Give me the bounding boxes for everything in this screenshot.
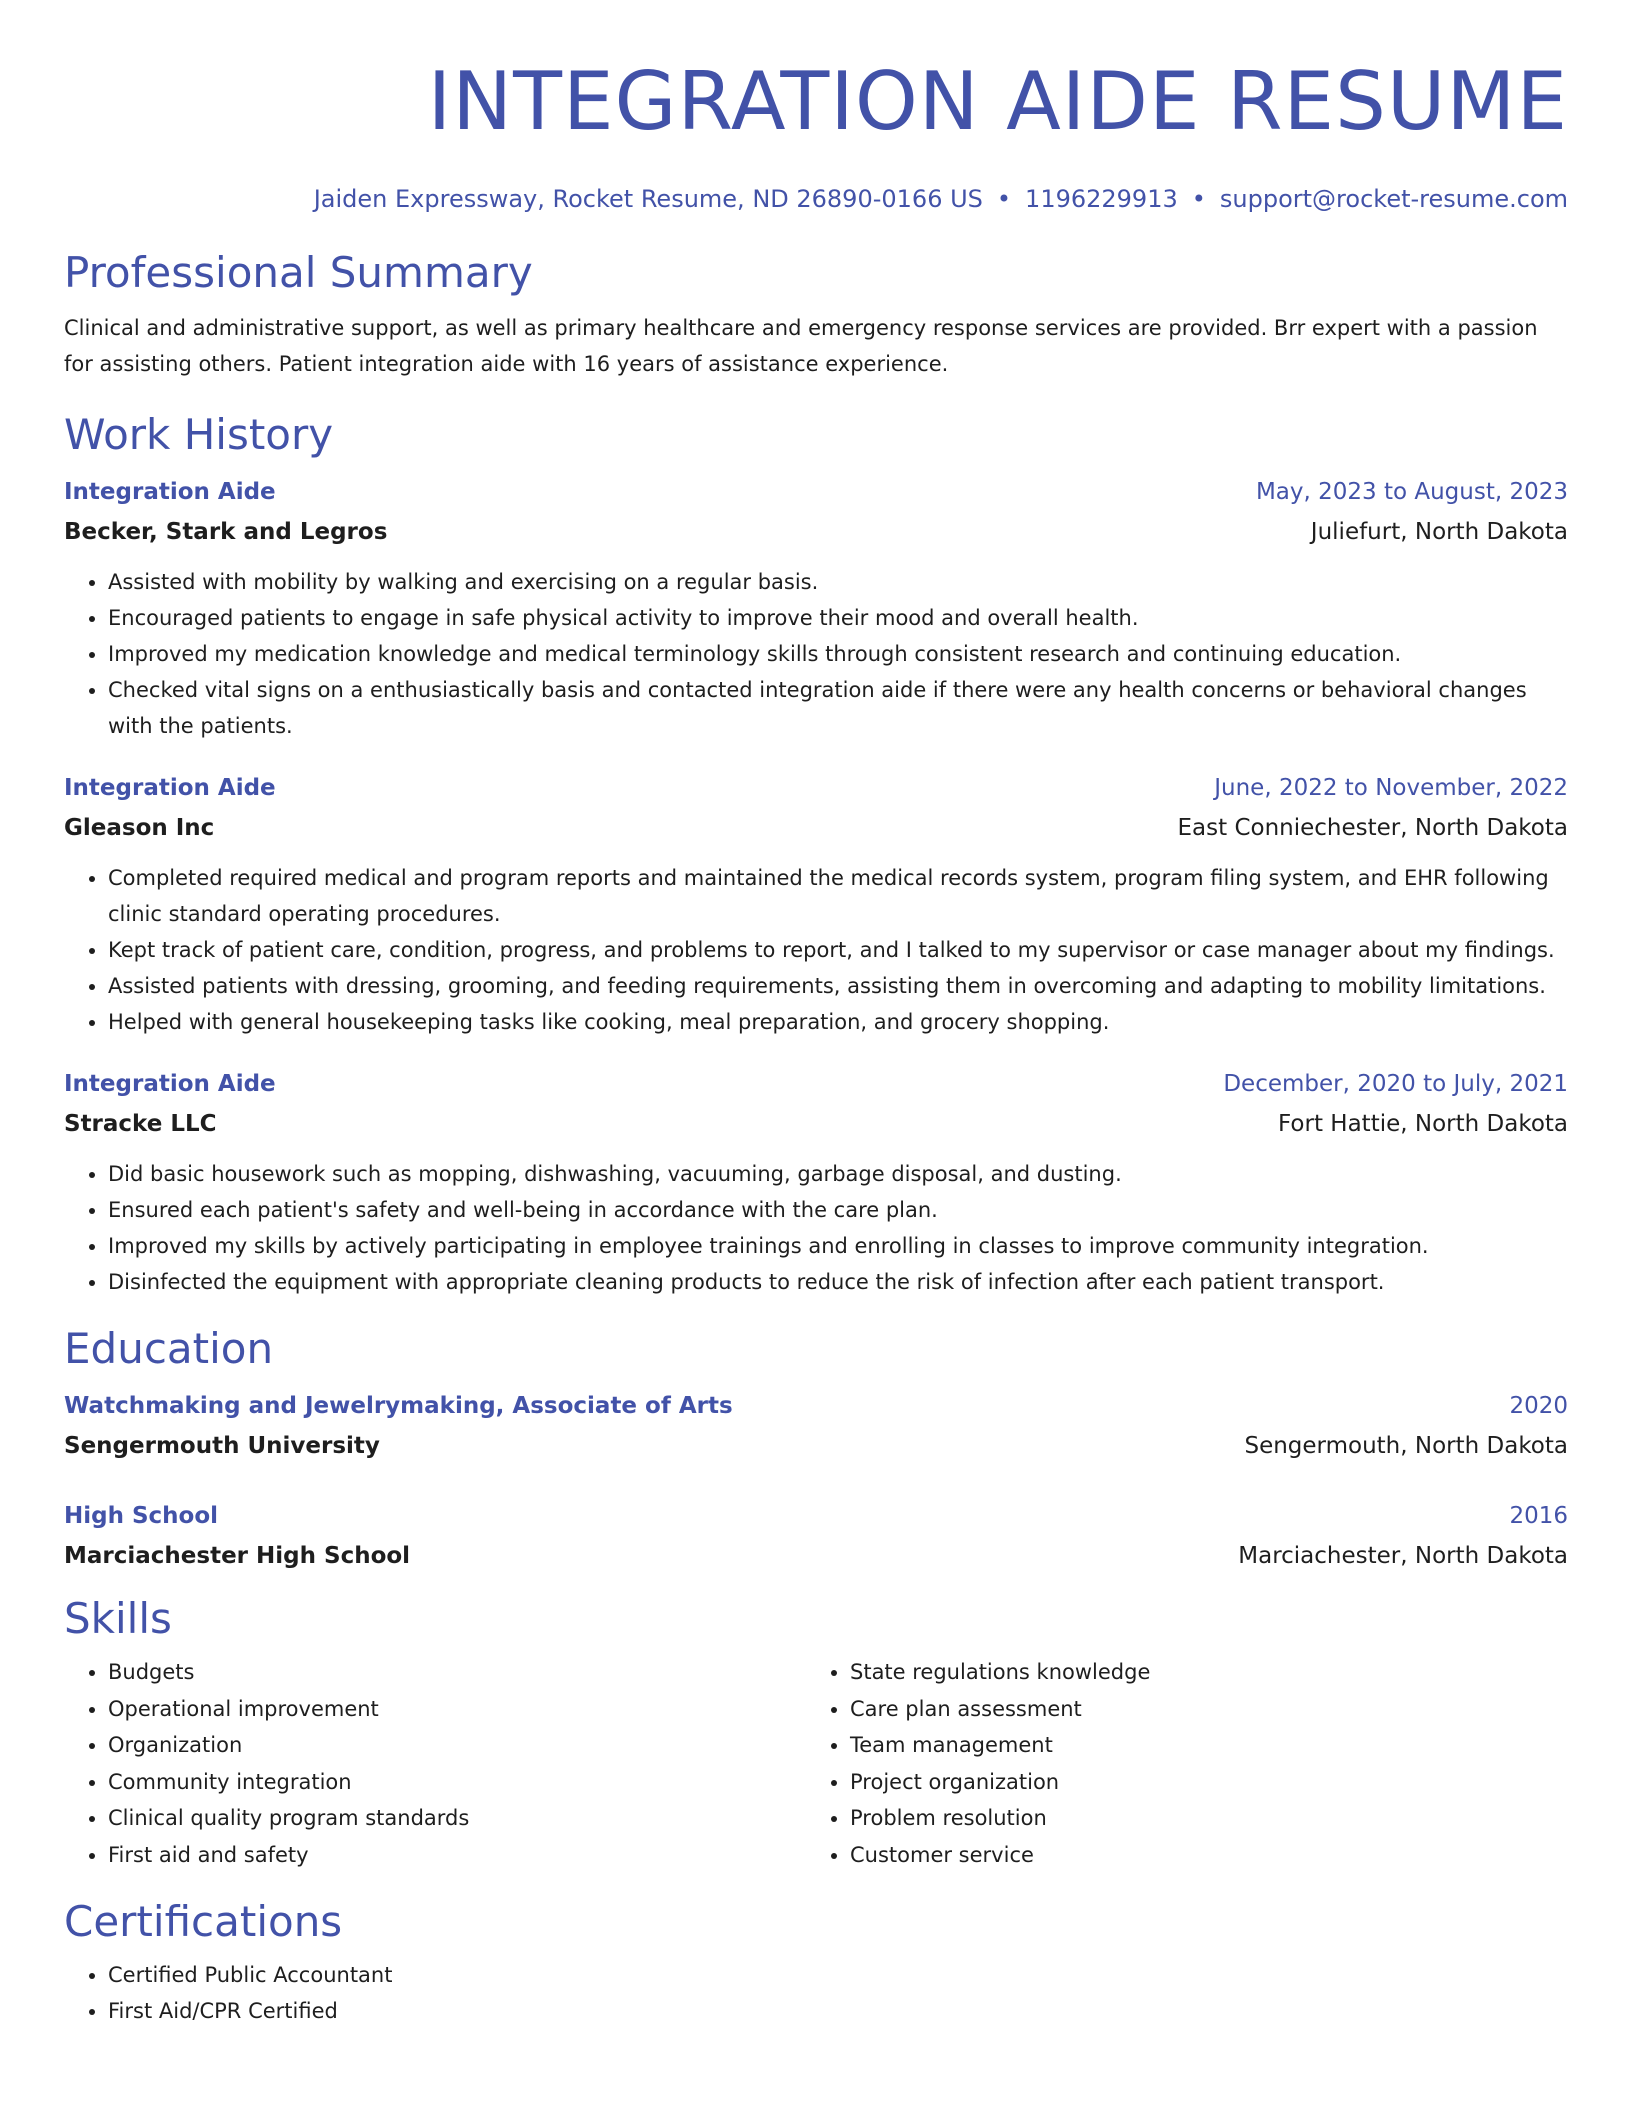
job-bullet: • Kept track of patient care, condition, progress, and problems to report, and I talked to my supervisor or case manager about my findings. [108,932,1568,968]
job-title: Integration Aide [64,479,276,505]
resume-title: INTEGRATION AIDE RESUME [427,55,1568,148]
skill-item: • Problem resolution [850,1800,1548,1837]
job-location: Juliefurt, North Dakota [1310,519,1568,545]
job-title: Integration Aide [64,775,276,801]
skill-item: • Team management [850,1727,1548,1764]
job-location: Fort Hattie, North Dakota [1278,1111,1568,1137]
job-entry [64,1064,1568,1300]
education-degree: High School [64,1503,219,1529]
work-history-section [64,408,1568,1300]
job-bullet: • Assisted patients with dressing, grooming, and feeding requirements, assisting them in overcoming and adapting to mobility limitations. [108,968,1568,1004]
section-heading-summary: Professional Summary [64,248,533,297]
skill-item: • Clinical quality program standards [108,1800,806,1837]
job-title: Integration Aide [64,1071,276,1097]
certifications-section [64,1895,1568,2029]
job-dates: June, 2022 to November, 2022 [1214,775,1568,801]
certification-item: • Certified Public Accountant [108,1957,1568,1993]
skills-column-right [806,1654,1548,1873]
job-location: East Conniechester, North Dakota [1177,815,1568,841]
job-bullet: • Assisted with mobility by walking and exercising on a regular basis. [108,564,1568,600]
skill-item: • Customer service [850,1837,1548,1874]
job-company: Becker, Stark and Legros [64,519,388,545]
job-bullet: • Encouraged patients to engage in safe physical activity to improve their mood and overall health. [108,600,1568,636]
skill-item: • Project organization [850,1764,1548,1801]
job-bullet: • Disinfected the equipment with appropriate cleaning products to reduce the risk of infection after each patient transport. [108,1264,1568,1300]
skill-item: • Budgets [108,1654,806,1691]
contact-separator: • [996,185,1012,213]
contact-address: Jaiden Expressway, Rocket Resume, ND 26890-0166 US [313,185,983,213]
skill-item: • Organization [108,1727,806,1764]
job-bullet: • Improved my medication knowledge and medical terminology skills through consistent research and continuing education. [108,636,1568,672]
job-bullets [64,564,1568,744]
contact-email[interactable]: support@rocket-resume.com [1219,185,1568,213]
skill-item: • Care plan assessment [850,1691,1548,1728]
section-heading-work-history: Work History [64,410,334,459]
job-bullets [64,860,1568,1040]
education-year: 2016 [1509,1503,1568,1529]
job-company: Stracke LLC [64,1111,217,1137]
contact-separator: • [1191,185,1206,213]
contact-phone: 1196229913 [1025,185,1178,213]
section-heading-skills: Skills [64,1594,172,1643]
job-company: Gleason Inc [64,815,215,841]
job-dates: December, 2020 to July, 2021 [1223,1071,1568,1097]
education-school: Marciachester High School [64,1543,411,1569]
summary-text: Clinical and administrative support, as well as primary healthcare and emergency response services are provided. Brr expert with a passion for assisting others. Patient integration aide with 16 years of assistance experience. [64,316,1538,376]
skill-item: • State regulations knowledge [850,1654,1548,1691]
certification-item: • First Aid/CPR Certified [108,1993,1568,2029]
education-entry [64,1386,1568,1466]
job-bullet: • Completed required medical and program reports and maintained the medical records system, program filing system, and EHR following clinic standard operating procedures. [108,860,1568,932]
section-heading-certifications: Certifications [64,1897,343,1946]
education-location: Sengermouth, North Dakota [1244,1433,1568,1459]
job-bullet: • Did basic housework such as mopping, dishwashing, vacuuming, garbage disposal, and dusting. [108,1156,1568,1192]
skills-section [64,1592,1568,1873]
education-year: 2020 [1509,1393,1568,1419]
skill-item: • Community integration [108,1764,806,1801]
job-dates: May, 2023 to August, 2023 [1255,479,1568,505]
education-entry [64,1496,1568,1576]
job-bullets [64,1156,1568,1300]
skills-grid [64,1654,1568,1873]
job-bullet: • Ensured each patient's safety and well-being in accordance with the care plan. [108,1192,1568,1228]
job-bullet: • Helped with general housekeeping tasks like cooking, meal preparation, and grocery shopping. [108,1004,1568,1040]
skill-item: • First aid and safety [108,1837,806,1874]
education-school: Sengermouth University [64,1433,380,1459]
education-section [64,1322,1568,1576]
contact-line [64,182,1568,216]
education-degree: Watchmaking and Jewelrymaking, Associate of Arts [64,1393,733,1419]
job-bullet: • Improved my skills by actively participating in employee trainings and enrolling in classes to improve community integration. [108,1228,1568,1264]
job-bullet: • Checked vital signs on a enthusiastically basis and contacted integration aide if there were any health concerns or behavioral changes with the patients. [108,672,1568,744]
skill-item: • Operational improvement [108,1691,806,1728]
summary-section [64,246,1568,382]
job-entry [64,768,1568,1040]
certifications-list [64,1957,1568,2029]
section-heading-education: Education [64,1324,274,1373]
education-location: Marciachester, North Dakota [1238,1543,1568,1569]
job-entry [64,472,1568,744]
skills-column-left [64,1654,806,1873]
